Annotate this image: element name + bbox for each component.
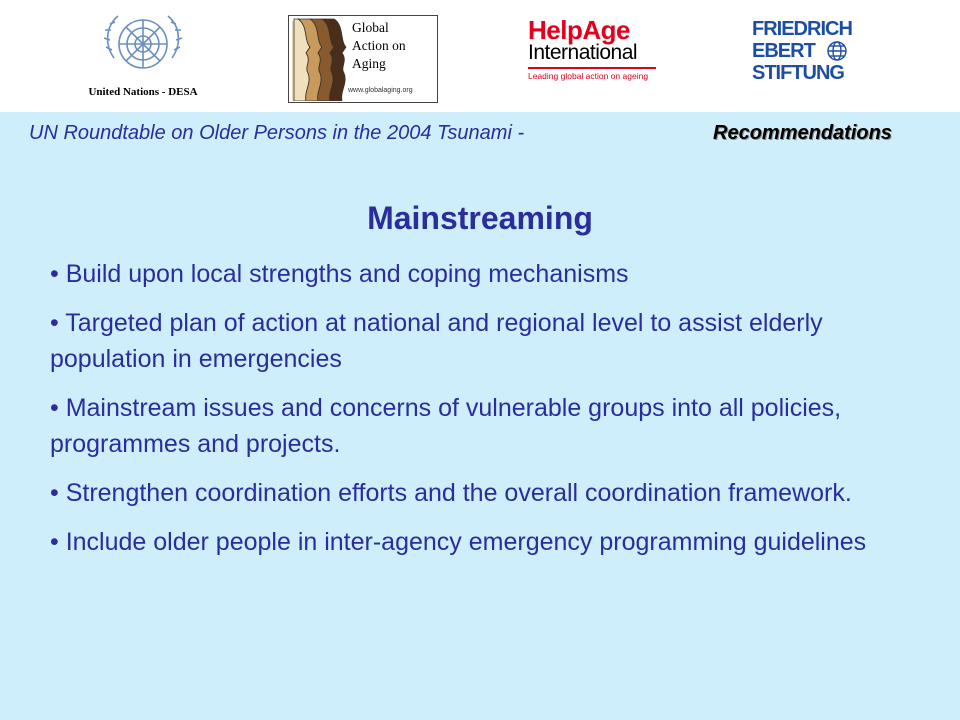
un-desa-logo xyxy=(78,8,208,104)
faces-silhouette-icon xyxy=(290,17,350,101)
helpage-international-logo xyxy=(528,15,658,90)
slide-title: Mainstreaming xyxy=(367,200,593,236)
un-emblem-icon xyxy=(78,8,208,86)
gaa-line-1: Global xyxy=(352,20,389,35)
helpage-name: HelpAge xyxy=(528,15,630,45)
bullet-list xyxy=(50,256,920,573)
logo-bar xyxy=(0,0,960,112)
gaa-wordmark xyxy=(352,19,436,73)
bullet-item: • Targeted plan of action at national and regional level to assist elderly population in emergencies xyxy=(50,309,823,373)
un-desa-caption: United Nations - DESA xyxy=(88,86,198,98)
global-action-on-aging-logo xyxy=(288,15,438,105)
gaa-line-3: Aging xyxy=(352,56,386,71)
bullet-item: • Strengthen coordination efforts and the overall coordination framework. xyxy=(50,479,852,507)
header-tag: Recommendations xyxy=(713,122,892,144)
fes-line-2: EBERT xyxy=(752,40,815,62)
helpage-sub: International xyxy=(528,41,638,64)
gaa-url: www.globalaging.org xyxy=(348,87,413,94)
bullet-item: • Include older people in inter-agency emergency programming guidelines xyxy=(50,528,867,556)
fes-globe-icon xyxy=(826,40,848,62)
fes-line-3: STIFTUNG xyxy=(752,62,844,84)
fes-line-1: FRIEDRICH xyxy=(752,18,852,40)
bullet-item: • Build upon local strengths and coping mechanisms xyxy=(50,260,629,288)
helpage-rule xyxy=(528,67,656,69)
gaa-line-2: Action on xyxy=(352,38,406,53)
friedrich-ebert-stiftung-logo xyxy=(752,18,870,90)
header-title: UN Roundtable on Older Persons in the 2004 Tsunami - xyxy=(29,122,525,144)
helpage-tagline: Leading global action on ageing xyxy=(528,71,649,81)
bullet-item: • Mainstream issues and concerns of vulnerable groups into all policies, programmes and projects. xyxy=(50,394,842,458)
slide-header xyxy=(29,122,949,152)
